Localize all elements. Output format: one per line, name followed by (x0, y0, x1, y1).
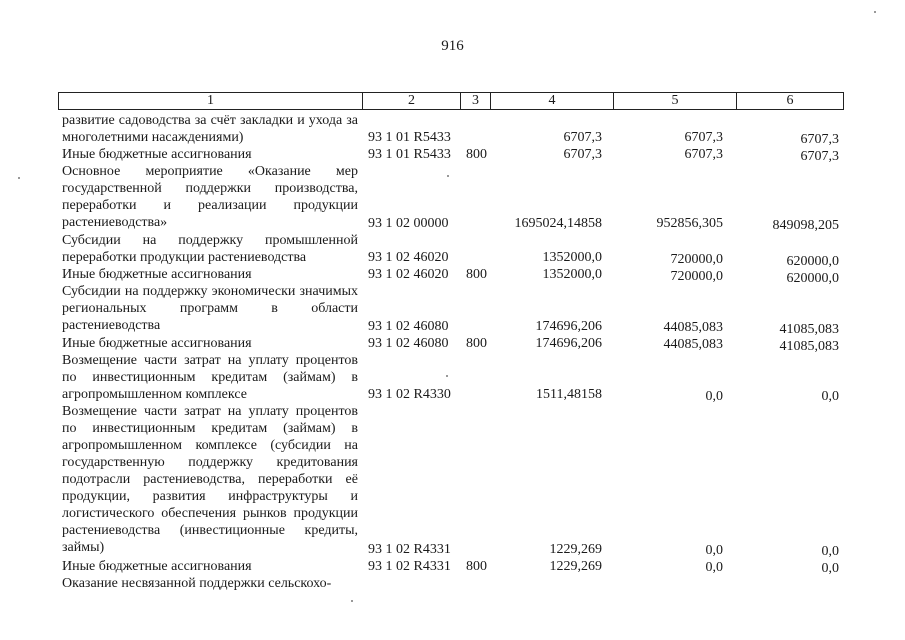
row-kvr: 800 (466, 147, 487, 162)
row-code: 93 1 02 46080 (368, 319, 449, 334)
row-value-col6: 41085,083 (779, 339, 839, 354)
row-value-col6: 6707,3 (800, 149, 839, 164)
row-description: развитие садоводства за счёт закладки и ухода за многолетними насаждениями) (62, 113, 358, 145)
row-value-col6: 41085,083 (779, 322, 839, 337)
header-col-5: 5 (613, 93, 736, 109)
row-value-col5: 0,0 (705, 389, 723, 404)
scan-speck (446, 375, 448, 377)
table-header (58, 92, 844, 110)
row-code: 93 1 02 00000 (368, 216, 449, 231)
row-value-col4: 174696,206 (535, 336, 602, 351)
row-value-col5: 720000,0 (670, 252, 723, 267)
row-value-col5: 6707,3 (684, 147, 723, 162)
row-value-col6: 620000,0 (786, 254, 839, 269)
row-description: Иные бюджетные ассигнования (62, 336, 252, 351)
header-col-1: 1 (207, 93, 214, 108)
row-description: Иные бюджетные ассигнования (62, 147, 252, 162)
header-col-6: 6 (736, 93, 843, 109)
row-description: Возмещение части затрат на уплату процентов по инвестиционным кредитам (займам) в агропромышленном комплексе (62, 353, 358, 402)
row-description: Субсидии на поддержку экономически значимых региональных программ в области растениеводства (62, 284, 358, 333)
row-value-col5: 0,0 (705, 560, 723, 575)
row-code: 93 1 02 R4331 (368, 542, 451, 557)
row-code: 93 1 02 R4331 (368, 559, 451, 574)
row-value-col6: 849098,205 (772, 218, 839, 233)
page-number: 916 (441, 38, 464, 54)
row-kvr: 800 (466, 267, 487, 282)
row-value-col6: 6707,3 (800, 132, 839, 147)
row-value-col5: 0,0 (705, 543, 723, 558)
row-value-col4: 1229,269 (549, 542, 602, 557)
row-value-col4: 174696,206 (535, 319, 602, 334)
row-value-col4: 6707,3 (563, 130, 602, 145)
row-value-col5: 952856,305 (656, 216, 723, 231)
row-value-col4: 6707,3 (563, 147, 602, 162)
row-value-col6: 0,0 (821, 389, 839, 404)
row-code: 93 1 02 46020 (368, 250, 449, 265)
row-value-col5: 720000,0 (670, 269, 723, 284)
row-value-col4: 1352000,0 (542, 267, 602, 282)
row-code: 93 1 02 46080 (368, 336, 449, 351)
row-value-col5: 6707,3 (684, 130, 723, 145)
row-value-col4: 1229,269 (549, 559, 602, 574)
row-description: Основное мероприятие «Оказание мер государственной поддержки производства, переработки и реализации продукции растениеводства» (62, 164, 358, 230)
header-col-4: 4 (490, 93, 613, 109)
header-col-3: 3 (460, 93, 490, 109)
row-value-col4: 1352000,0 (542, 250, 602, 265)
scan-speck (351, 600, 353, 602)
row-value-col6: 0,0 (821, 561, 839, 576)
row-code: 93 1 01 R5433 (368, 147, 451, 162)
row-kvr: 800 (466, 559, 487, 574)
scan-speck (447, 175, 449, 177)
header-col-2: 2 (362, 93, 460, 109)
scan-speck (874, 11, 876, 13)
row-description: Оказание несвязанной поддержки сельскохо- (62, 576, 332, 591)
row-description: Возмещение части затрат на уплату процентов по инвестиционным кредитам (займам) в агропромышленном комплексе (субсидии на государственную поддержку кредитования подотрасли растениеводства, переработки её продукции, развития инфраструктуры и логистического обеспечения рынков продукции растениеводства (инвестиционные кредиты, займы) (62, 404, 358, 555)
row-value-col6: 620000,0 (786, 271, 839, 286)
row-description: Иные бюджетные ассигнования (62, 267, 252, 282)
scan-speck (18, 177, 20, 179)
row-value-col4: 1511,48158 (536, 387, 602, 402)
row-value-col4: 1695024,14858 (514, 216, 602, 231)
row-code: 93 1 02 R4330 (368, 387, 451, 402)
row-description: Иные бюджетные ассигнования (62, 559, 252, 574)
row-value-col5: 44085,083 (663, 320, 723, 335)
row-value-col5: 44085,083 (663, 337, 723, 352)
row-code: 93 1 02 46020 (368, 267, 449, 282)
row-value-col6: 0,0 (821, 544, 839, 559)
row-kvr: 800 (466, 336, 487, 351)
row-description: Субсидии на поддержку промышленной переработки продукции растениеводства (62, 233, 358, 265)
row-code: 93 1 01 R5433 (368, 130, 451, 145)
